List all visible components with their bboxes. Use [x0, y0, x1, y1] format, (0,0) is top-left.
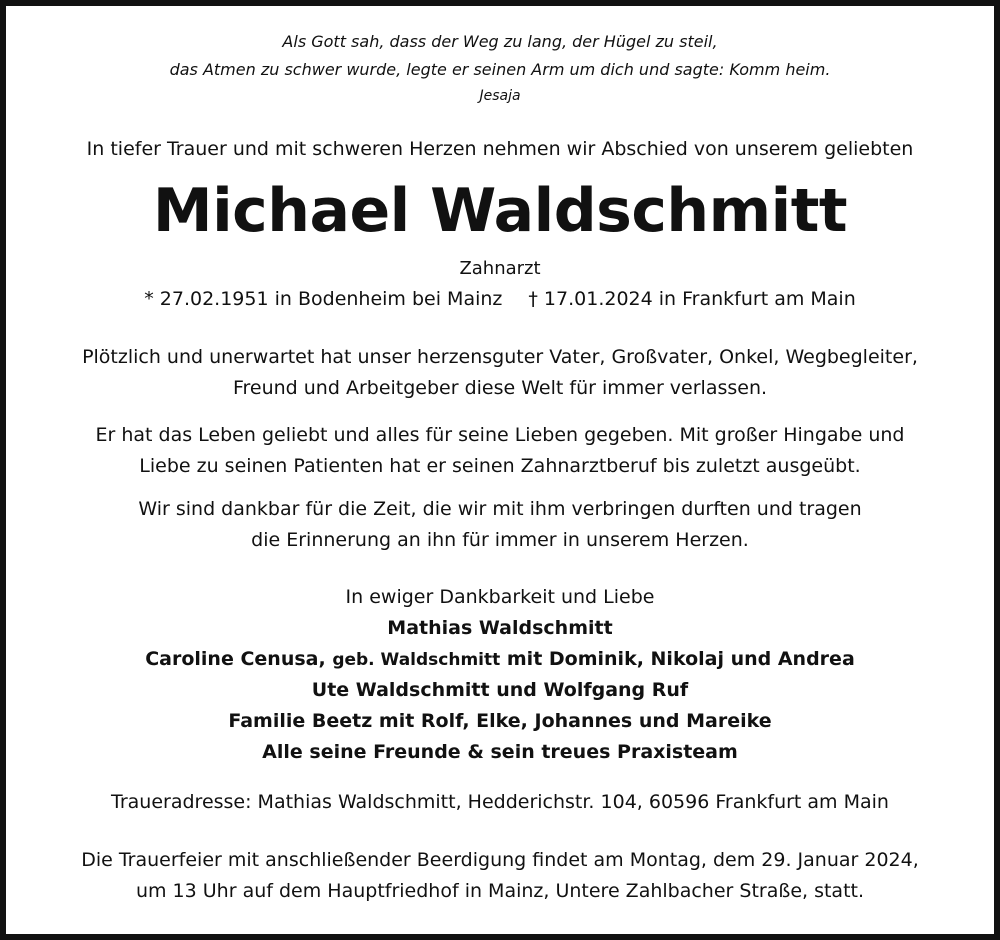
mourner-line-4: Familie Beetz mit Rolf, Elke, Johannes und Mareike [228, 710, 772, 732]
life-dates [6, 288, 994, 310]
funeral-line-1: Die Trauerfeier mit anschließender Beerdigung findet am Montag, dem 29. Januar 2024, [81, 849, 919, 871]
death-date: † 17.01.2024 in Frankfurt am Main [528, 288, 856, 310]
mourners-heading: In ewiger Dankbarkeit und Liebe [345, 586, 655, 608]
mourner-line-2-part-a: Caroline Cenusa, [145, 648, 333, 670]
birth-date: * 27.02.1951 in Bodenheim bei Mainz [144, 288, 503, 310]
mourner-line-1: Mathias Waldschmitt [387, 617, 613, 639]
mourner-line-2-part-b: geb. Waldschmitt [332, 650, 501, 670]
paragraph-1-line-2: Freund und Arbeitgeber diese Welt für immer verlassen. [232, 377, 768, 399]
mourner-line-2-part-c: mit Dominik, Nikolaj und Andrea [500, 648, 855, 670]
mourner-line-5: Alle seine Freunde & sein treues Praxisteam [262, 741, 738, 763]
deceased-name: Michael Waldschmitt [152, 176, 848, 246]
quote-line-2: das Atmen zu schwer wurde, legte er seinen Arm um dich und sagte: Komm heim. [169, 60, 831, 79]
quote-line-1: Als Gott sah, dass der Weg zu lang, der Hügel zu steil, [282, 32, 718, 51]
deceased-profession: Zahnarzt [459, 258, 541, 279]
paragraph-3-line-1: Wir sind dankbar für die Zeit, die wir mit ihm verbringen durften und tragen [138, 498, 862, 520]
intro-text: In tiefer Trauer und mit schweren Herzen nehmen wir Abschied von unserem geliebten [86, 138, 914, 160]
mourning-address: Traueradresse: Mathias Waldschmitt, Hedderichstr. 104, 60596 Frankfurt am Main [111, 791, 889, 813]
mourner-line-2 [6, 648, 994, 670]
paragraph-2-line-1: Er hat das Leben geliebt und alles für seine Lieben gegeben. Mit großer Hingabe und [95, 424, 905, 446]
mourner-line-3: Ute Waldschmitt und Wolfgang Ruf [311, 679, 689, 701]
paragraph-3-line-2: die Erinnerung an ihn für immer in unserem Herzen. [251, 529, 749, 551]
paragraph-1-line-1: Plötzlich und unerwartet hat unser herzensguter Vater, Großvater, Onkel, Wegbegleiter, [82, 346, 918, 368]
funeral-line-2: um 13 Uhr auf dem Hauptfriedhof in Mainz, Untere Zahlbacher Straße, statt. [135, 880, 865, 902]
quote-attribution: Jesaja [479, 88, 521, 104]
paragraph-2-line-2: Liebe zu seinen Patienten hat er seinen Zahnarztberuf bis zuletzt ausgeübt. [139, 455, 861, 477]
